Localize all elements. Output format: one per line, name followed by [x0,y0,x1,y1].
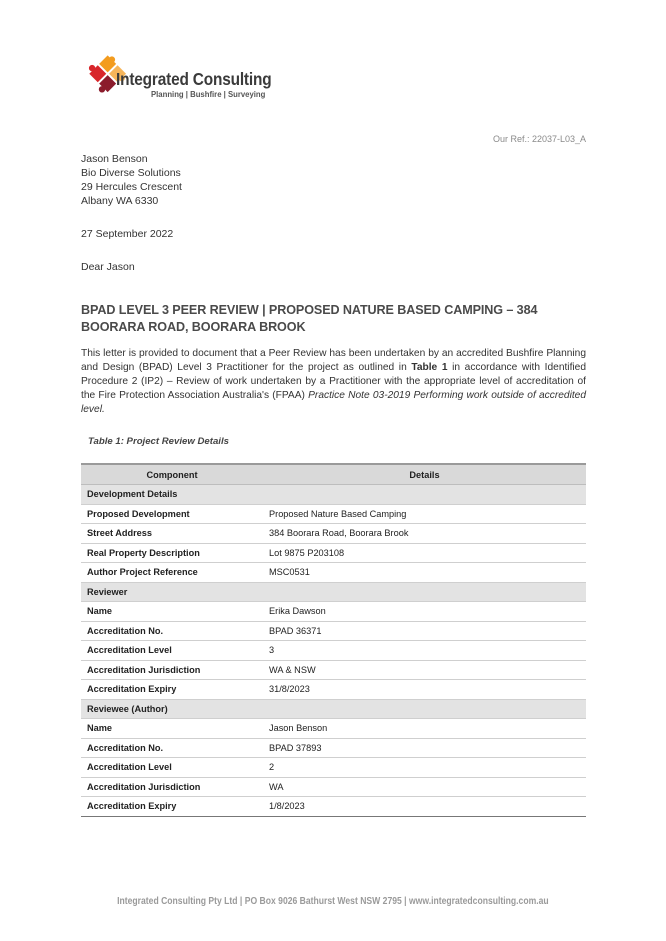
footer-text: Integrated Consulting Pty Ltd | PO Box 9026 Bathurst West NSW 2795 | www.integratedconsulting.com.au [117,896,549,907]
row-label: Accreditation Level [81,641,263,661]
company-logo [80,52,280,106]
logo-tagline: Planning | Bushfire | Surveying [151,89,266,99]
table-header-row [81,464,586,485]
column-header-component: Component [81,464,263,485]
row-value: BPAD 36371 [263,621,586,641]
body-paragraph [81,347,586,417]
table-row [81,524,586,544]
salutation: Dear Jason [81,261,135,273]
row-value: WA [263,777,586,797]
table-section-row [81,699,586,719]
our-reference: Our Ref.: 22037-L03_A [492,134,586,144]
table-row [81,563,586,583]
row-value: BPAD 37893 [263,738,586,758]
body-text-2: in accordance with Identified Procedure 2 (IP2) – Review of work undertaken by a Practitioner with the appropriate level of accreditation of the Fire Protection Association Australia's (FPAA) [81,362,587,401]
letter-heading: BPAD LEVEL 3 PEER REVIEW | PROPOSED NATURE BASED CAMPING – 384 BOORARA ROAD, BOORARA BROOK [81,303,538,334]
row-value: Jason Benson [263,719,586,739]
recipient-city: Albany WA 6330 [81,195,159,207]
practice-note-reference: Practice Note 03-2019 Performing work outside of accredited level. [81,390,586,415]
row-value: 384 Boorara Road, Boorara Brook [263,524,586,544]
row-value: Proposed Nature Based Camping [263,504,586,524]
row-label: Accreditation Jurisdiction [81,660,263,680]
table-row [81,777,586,797]
table-row [81,738,586,758]
table-reference: Table 1 [411,362,448,373]
row-label: Name [81,602,263,622]
recipient-company: Bio Diverse Solutions [81,167,181,179]
table-section-row [81,485,586,505]
row-value: 31/8/2023 [263,680,586,700]
row-label: Reviewee (Author) [81,699,263,719]
table-row [81,660,586,680]
row-label: Author Project Reference [81,563,263,583]
row-value: MSC0531 [263,563,586,583]
row-value: 2 [263,758,586,778]
table-section-row [81,582,586,602]
recipient-street: 29 Hercules Crescent [81,181,182,193]
table-row [81,602,586,622]
row-label: Name [81,719,263,739]
body-text-1: This letter is provided to document that a Peer Review has been undertaken by an accredited Bushfire Planning and Design (BPAD) Level 3 Practitioner for the project as outlined in [81,348,586,373]
logo-company-name: Integrated Consulting [116,69,272,89]
table-row [81,543,586,563]
row-value [263,485,586,505]
row-value [263,699,586,719]
table-row [81,641,586,661]
row-label: Accreditation Jurisdiction [81,777,263,797]
table-row [81,680,586,700]
row-label: Street Address [81,524,263,544]
row-value: 1/8/2023 [263,797,586,817]
letter-date: 27 September 2022 [81,228,174,240]
recipient-address [81,152,182,208]
row-value: Erika Dawson [263,602,586,622]
table-body [81,485,586,817]
row-label: Real Property Description [81,543,263,563]
row-value: Lot 9875 P203108 [263,543,586,563]
row-label: Development Details [81,485,263,505]
table-caption: Table 1: Project Review Details [88,436,229,447]
row-value [263,582,586,602]
row-label: Accreditation Expiry [81,797,263,817]
recipient-name: Jason Benson [81,153,148,165]
row-label: Accreditation Level [81,758,263,778]
row-label: Reviewer [81,582,263,602]
project-review-table [81,463,586,817]
row-label: Accreditation Expiry [81,680,263,700]
column-header-details: Details [263,464,586,485]
table-row [81,504,586,524]
row-label: Accreditation No. [81,738,263,758]
row-value: 3 [263,641,586,661]
row-label: Accreditation No. [81,621,263,641]
table-row [81,719,586,739]
table-row [81,758,586,778]
row-label: Proposed Development [81,504,263,524]
page-footer [0,896,666,907]
table-row [81,797,586,817]
row-value: WA & NSW [263,660,586,680]
table-row [81,621,586,641]
